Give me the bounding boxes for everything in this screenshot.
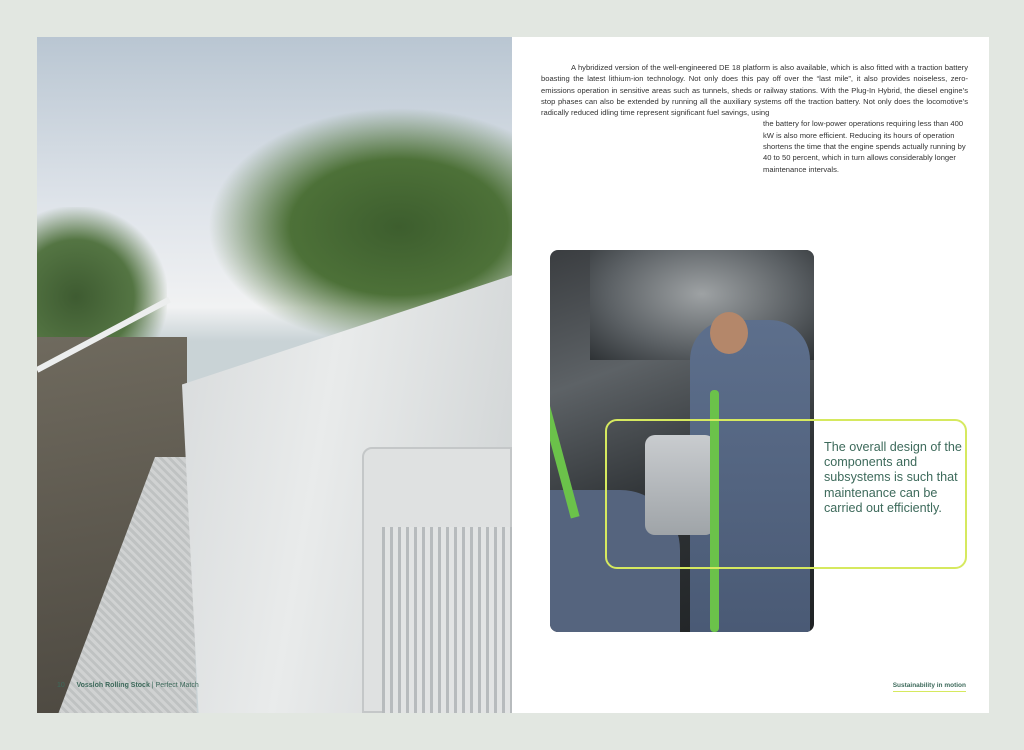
- publication-name: Vossloh Rolling Stock: [76, 682, 150, 689]
- left-page: [37, 37, 512, 713]
- paragraph-main: A hybridized version of the well-engineered DE 18 platform is also available, which is also fitted with a traction battery boasting the latest lithium-ion technology. Not only does this pay off over the “last mile”, it also provides noiseless, zero-emissions operation in sensitive areas such as tunnels, sheds or railway stations. With the Plug-In Hybrid, the diesel engine’s stop phases can also be extended by running all the auxiliary systems off the traction battery. Not only does the locomotive’s radically reduced idling time represent significant fuel savings, using: [541, 63, 968, 118]
- callout-quote: The overall design of the components and subsystems is such that maintenance can be carried out efficiently.: [824, 440, 962, 515]
- right-page: [512, 37, 989, 713]
- body-text: [541, 62, 968, 175]
- page-footer-right: Sustainability in motion: [893, 682, 966, 692]
- page-footer-left: 10 Vossloh Rolling Stock | Perfect Match: [57, 682, 199, 689]
- section-name: Perfect Match: [155, 682, 199, 689]
- page-number: 10: [57, 682, 65, 689]
- paragraph-continued: the battery for low-power operations requiring less than 400 kW is also more efficient. Reducing its hours of operation shortens the time that the engine spends actually running by 40 to 50 percent, which in turn allows considerably longer maintenance intervals.: [763, 119, 966, 174]
